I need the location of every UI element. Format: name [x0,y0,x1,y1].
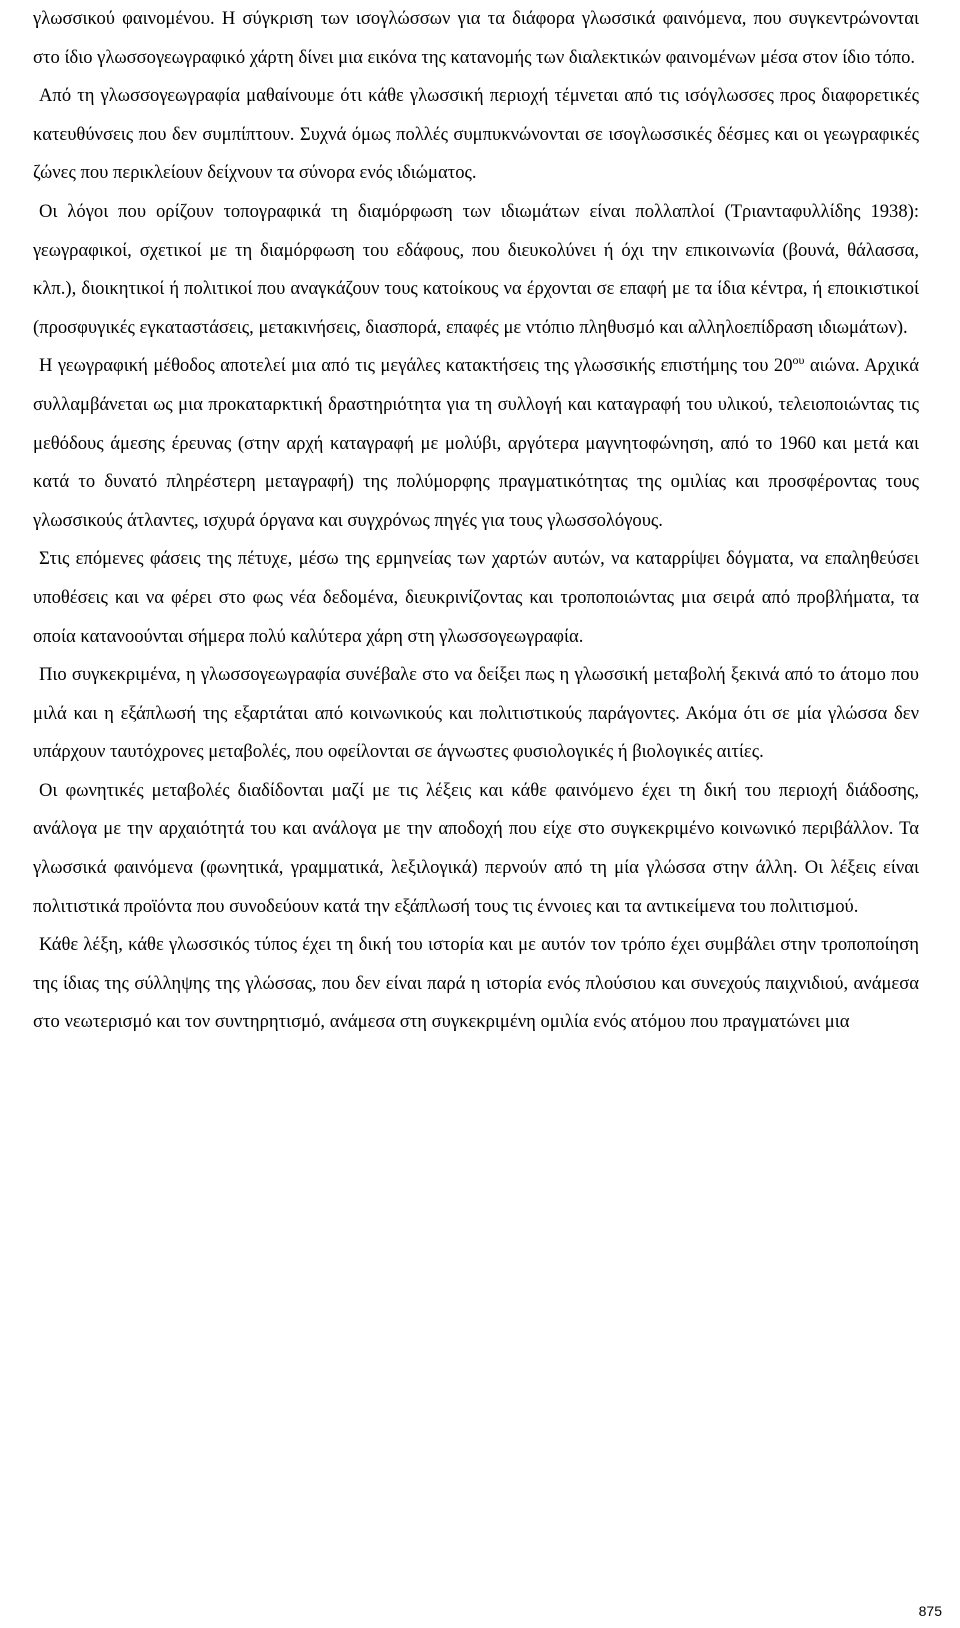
paragraph-language-change: Πιο συγκεκριμένα, η γλωσσογεωγραφία συνέβαλε στο να δείξει πως η γλωσσική μεταβολή ξεκινά από το άτομο που μιλά και η εξάπλωσή της εξαρτάται από κοινωνικούς και πολιτιστικούς παράγοντες. Ακόμα ότι σε μία γλώσσα δεν υπάρχουν ταυτόχρονες μεταβολές, που οφείλονται σε άγνωστες φυσιολογικές ή βιολογικές αιτίες. [33,664,919,763]
century-superscript: ου [792,353,805,368]
paragraph-later-phases: Στις επόμενες φάσεις της πέτυχε, μέσω της ερμηνείας των χαρτών αυτών, να καταρρίψει δόγματα, να επαληθεύσει υποθέσεις και να φέρει στο φως νέα δεδομένα, διευκρινίζοντας και τροποποιώντας μια σειρά από προβλήματα, τα οποία κατανοούνται σήμερα πολύ καλύτερα χάρη στη γλωσσογεωγραφία. [33,548,919,647]
method-text-start: Η γεωγραφική μέθοδος αποτελεί μια από τις μεγάλες κατακτήσεις της γλωσσικής επιστήμης του 20 [39,355,793,377]
paragraph-isogloss-comparison: γλωσσικού φαινομένου. Η σύγκριση των ισογλώσσων για τα διάφορα γλωσσικά φαινόμενα, που συγκεντρώνονται στο ίδιο γλωσσογεωγραφικό χάρτη δίνει μια εικόνα της κατανομής των διαλεκτικών φαινομένων μέσα στον ίδιο τόπο. [33,8,919,68]
paragraph-linguistic-geography: Από τη γλωσσογεωγραφία μαθαίνουμε ότι κάθε γλωσσική περιοχή τέμνεται από τις ισόγλωσσες προς διαφορετικές κατευθύνσεις που δεν συμπίπτουν. Συχνά όμως πολλές συμπυκνώνονται σε ισογλωσσικές δέσμες και οι γεωγραφικές ζώνες που περικλείουν δείχνουν τα σύνορα ενός ιδιώματος. [33,85,919,184]
page-number: 875 [918,1603,942,1619]
paragraph-word-history: Κάθε λέξη, κάθε γλωσσικός τύπος έχει τη δική του ιστορία και με αυτόν τον τρόπο έχει συμβάλει στην τροποποίηση της ίδιας της σύλληψης της γλώσσας, που δεν είναι παρά η ιστορία ενός πλούσιου και συνεχούς παιχνιδιού, ανάμεσα στο νεωτερισμό και τον συντηρητισμό, ανάμεσα στη συγκεκριμένη ομιλία ενός ατόμου που πραγματώνει μια [33,934,919,1033]
paragraph-geographic-method [33,347,919,540]
method-text-end: αιώνα. Αρχικά συλλαμβάνεται ως μια προκαταρκτική δραστηριότητα για τη συλλογή και καταγραφή του υλικού, τελειοποιώντας τις μεθόδους άμεσης έρευνας (στην αρχή καταγραφή με μολύβι, αργότερα μαγνητοφώνηση, από το 1960 και μετά και κατά το δυνατό πληρέστερη μεταγραφή) της πολύμορφης πραγματικότητας της ομιλίας και προσφέροντας τους γλωσσικούς άτλαντες, ισχυρά όργανα και συγχρόνως πηγές για τους γλωσσολόγους. [33,355,919,531]
paragraph-dialect-factors: Οι λόγοι που ορίζουν τοπογραφικά τη διαμόρφωση των ιδιωμάτων είναι πολλαπλοί (Τριανταφυλλίδης 1938): γεωγραφικοί, σχετικοί με τη διαμόρφωση του εδάφους, που διευκολύνει ή όχι την επικοινωνία (βουνά, θάλασσα, κλπ.), διοικητικοί ή πολιτικοί που αναγκάζουν τους κατοίκους να έρχονται σε επαφή με τα ίδια κέντρα, ή εποικιστικοί (προσφυγικές εγκαταστάσεις, μετακινήσεις, διασπορά, επαφές με ντόπιο πληθυσμό και αλληλοεπίδραση ιδιωμάτων). [33,200,919,338]
paragraph-phonetic-changes: Οι φωνητικές μεταβολές διαδίδονται μαζί με τις λέξεις και κάθε φαινόμενο έχει τη δική του περιοχή διάδοσης, ανάλογα με την αρχαιότητά του και ανάλογα με την αποδοχή που είχε στο συγκεκριμένο κοινωνικό περιβάλλον. Τα γλωσσικά φαινόμενα (φωνητικά, γραμματικά, λεξιλογικά) περνούν από τη μία γλώσσα στην άλλη. Οι λέξεις είναι πολιτιστικά προϊόντα που συνοδεύουν κατά την εξάπλωσή τους τις έννοιες και τα αντικείμενα του πολιτισμού. [33,779,919,917]
body-text [33,0,919,1042]
